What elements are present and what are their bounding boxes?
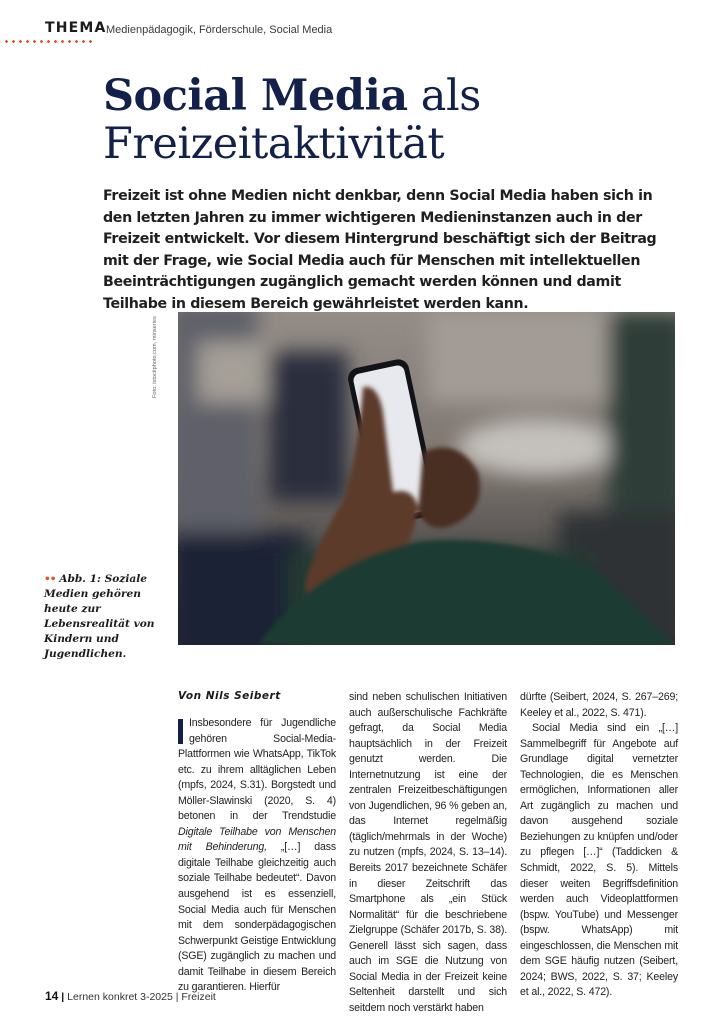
- paragraph: dürfte (Seibert, 2024, S. 267–269; Keeley et al., 2022, S. 471).: [520, 691, 678, 719]
- body-column-1: [178, 716, 336, 996]
- photo-credit: Foto: istockphoto.com, minseries: [152, 316, 158, 398]
- footer-separator: |: [175, 991, 179, 1003]
- page-header: [0, 20, 720, 50]
- section-label: THEMA: [45, 20, 107, 36]
- section-name: Freizeit: [181, 991, 216, 1003]
- page-number: 14: [45, 989, 59, 1003]
- caption-text: Abb. 1: Soziale Medien gehören heute zur Lebensrealität von Kindern und Jugendlichen.: [44, 573, 155, 660]
- paragraph: sind neben schulischen Initiativen auch außerschulische Fachkräfte gefragt, da Social Media hauptsächlich in der Freizeit genutzt werden. Die Internetnutzung ist eine der zentralen Freizeitbeschäftigungen von Jugendlichen, 96 % geben an, das Internet regelmäßig (täglich/mehrmals in der Woche) zu nutzen (mpfs, 2024, S. 13–14). Bereits 2017 bezeichnete Schäfer in dieser Zeitschrift das Smartphone als „ein Stück Normalität“ für die beschriebene Zielgruppe (Schäfer 2017b, S. 38). Generell lässt sich sagen, dass auch im SGE die Nutzung von Social Media in der Freizeit keine Seltenheit darstellt und sich seitdem noch verstärkt haben: [349, 691, 507, 1014]
- title-bold: Social Media: [103, 71, 408, 121]
- figure-caption: [44, 572, 169, 662]
- title-line2: Freizeitaktivität: [103, 119, 445, 169]
- paragraph: Insbesondere für Jugendliche gehören Social-Media-Plattformen wie WhatsApp, TikTok etc. zu ihrem alltäglichen Leben (mpfs, 2024, S.31). Borgstedt und Möller-Slawinski (2020, S. 4) betonen in der Trendstudie Digitale Teilhabe von Menschen mit Behinderung, „[…] dass digitale Teilhabe gleichzeitig auch soziale Teilhabe bedeutet“. Davon ausgehend ist es essenziell, Social Media auch für Menschen mit dem sonderpädagogischen Schwerpunkt Geistige Entwicklung (SGE) zugänglich zu machen und damit Teilhabe in diesem Bereich zu garantieren. Hierfür: [178, 717, 336, 994]
- article-title: [103, 72, 481, 168]
- paragraph: Social Media sind ein „[…] Sammelbegriff für Angebote auf Grundlage digital vernetzter Technologien, die es Menschen ermöglichen, Informationen aller Art zugänglich zu machen und davon ausgehend soziale Beziehungen zu knüpfen und/oder zu pflegen […]“ (Taddicken & Schmidt, 2022, S. 5). Mittels dieser weiten Begriffsdefinition werden auch Videoplattformen (bspw. YouTube) und Messenger (bspw. WhatsApp) mit eingeschlossen, die Menschen mit dem SGE häufig nutzen (Seibert, 2024; BWS, 2022, S. 37; Keeley et al., 2022, S. 472).: [520, 722, 678, 999]
- article-lead: Freizeit ist ohne Medien nicht denkbar, denn Social Media haben sich in den letzten Jahren zu immer wichtigeren Medieninstanzen auch in der Freizeit entwickelt. Vor diesem Hintergrund beschäftigt sich der Beitrag mit der Frage, wie Social Media auch für Menschen mit intellektuellen Beeinträchtigungen zugänglich gemacht werden können und damit Teilhabe in diesem Bereich gewährleistet werden kann.: [103, 188, 657, 312]
- article-photo: [178, 312, 675, 645]
- photo-illustration: [178, 312, 675, 645]
- author-byline: Von Nils Seibert: [178, 690, 281, 702]
- caption-marker-icon: ••: [44, 573, 56, 585]
- page-footer: [45, 989, 216, 1003]
- body-column-3: [520, 690, 678, 1001]
- initial-marker-bar: [178, 719, 183, 744]
- footer-separator: |: [61, 991, 65, 1003]
- dotted-rule: [3, 40, 95, 43]
- publication-name: Lernen konkret 3-2025: [67, 991, 173, 1003]
- title-rest: als: [407, 71, 481, 121]
- keywords: Medienpädagogik, Förderschule, Social Media: [106, 24, 333, 36]
- body-column-2: [349, 690, 507, 1016]
